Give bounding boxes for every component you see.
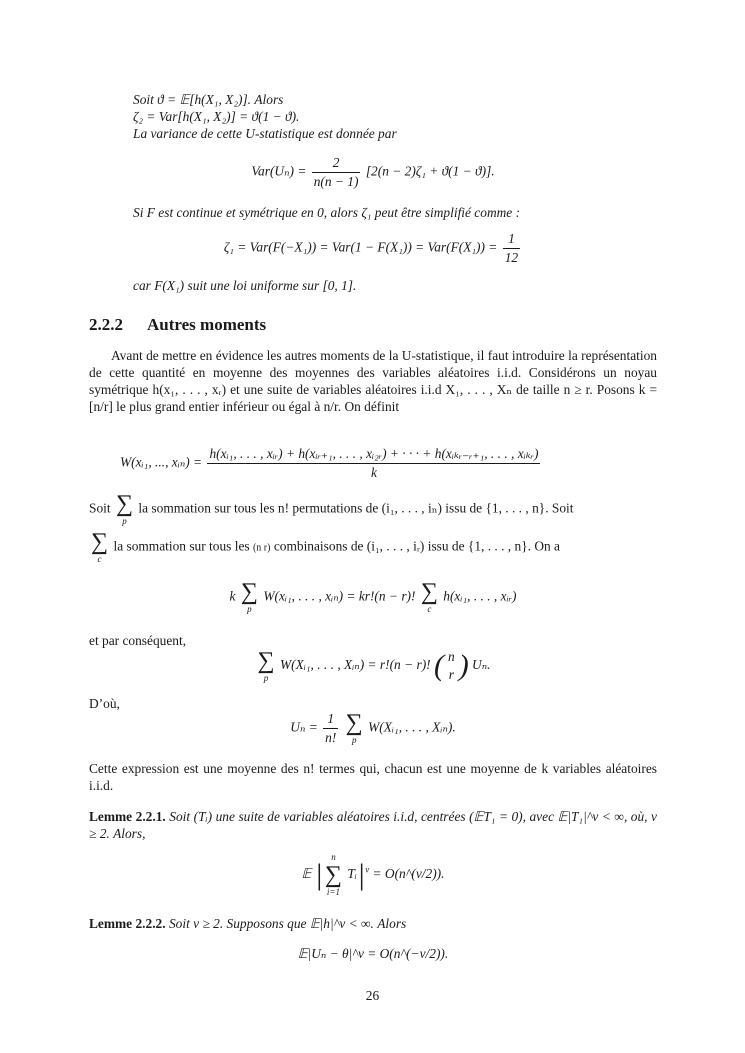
continuity-text: Si F est continue et symétrique en 0, alors ζ₁ peut être simplifié comme : [133, 205, 521, 220]
lemma-1 [89, 808, 657, 842]
sum-p-sub: p [122, 516, 127, 526]
soit-c-post: combinaisons de (i₁, . . . , iᵣ) issu de {1, . . . , n}. On a [273, 538, 560, 554]
sigma-glyph: ∑ [115, 491, 134, 517]
eq-L1-rhs: = O(n^(ν/2)). [372, 866, 445, 882]
eq-k-c: h(xᵢ₁, . . . , xᵢᵣ) [443, 588, 517, 604]
sum-i-symbol [325, 852, 342, 898]
paragraph-mean: Cette expression est une moyenne des n! termes qui, chacun est une moyenne de k variables aléatoires i.i.d. [89, 761, 657, 793]
sum-c-line [89, 530, 669, 565]
lemma-1-label: Lemme 2.2.1. [89, 809, 166, 824]
intro-line-2: ζ₂ = Var[h(X₁, X₂)] = ϑ(1 − ϑ). [133, 109, 300, 124]
eq-L1-nu: ν [365, 864, 370, 875]
eq-k-sub1: p [247, 604, 252, 614]
equation-lemma-1 [89, 852, 657, 898]
eq-L1-lower: i=1 [326, 887, 340, 897]
eq-U-den: n! [325, 730, 337, 745]
abs-right: | [356, 858, 366, 891]
intro-line-3: La variance de cette U-statistique est donnée par [133, 126, 397, 141]
eq-k-b: W(xᵢ₁, . . . , xᵢₙ) = kr!(n − r)! [263, 588, 416, 604]
page-number: 26 [365, 988, 380, 1003]
abs-left: | [314, 858, 323, 891]
binom-n-r: (n r) [252, 542, 271, 554]
binom-bottom: r [448, 667, 454, 682]
equation-sum-W [89, 648, 657, 684]
sum-c-symbol [91, 530, 108, 565]
eq-sumW-sub: p [263, 672, 269, 683]
lemma-2-text: Soit ν ≥ 2. Supposons que 𝔼|h|^ν < ∞. Alors [168, 916, 407, 931]
eq-L1-upper: n [331, 852, 336, 862]
section-title: Autres moments [147, 315, 267, 334]
equation-lemma-2: 𝔼|Uₙ − θ|^ν = O(n^(−ν/2)). [297, 946, 449, 961]
equation-zeta [89, 230, 657, 267]
eq-var-rhs: [2(n − 2)ζ₁ + ϑ(1 − ϑ)]. [365, 163, 495, 179]
eq-var-fraction [312, 154, 361, 191]
eq-U-rhs: W(Xᵢ₁, . . . , Xᵢₙ). [368, 719, 456, 735]
sigma-glyph: ∑ [345, 710, 363, 736]
eq-W-num: h(xᵢ₁, . . . , xᵢᵣ) + h(xᵢᵣ₊₁, . . . , xᵢ₂ᵣ) + · · · + h(xᵢₖᵣ₋ᵣ₊₁, . . . , xᵢₖᵣ) [207, 445, 540, 464]
eq-sumW-b: Uₙ. [472, 657, 491, 673]
equation-W [120, 445, 620, 482]
eq-sumW-a: W(Xᵢ₁, . . . , Xᵢₙ) = r!(n − r)! [279, 657, 431, 673]
soit-c-pre: la sommation sur tous les [113, 538, 250, 554]
eq-W-lhs: W(xᵢ₁, ..., xᵢₙ) = [120, 454, 203, 470]
eq-U-num: 1 [323, 710, 338, 729]
eq-zeta-num: 1 [503, 230, 520, 249]
sum-c-sub: c [97, 554, 102, 564]
intro-line-1: Soit ϑ = 𝔼[h(X₁, X₂)]. Alors [133, 92, 284, 107]
lemma-2 [89, 915, 657, 932]
eq-zeta-fraction [503, 230, 520, 267]
eq-L1-T: Tᵢ [347, 866, 357, 882]
eq-U-sub: p [351, 735, 357, 745]
sum-p-symbol [258, 649, 275, 684]
lemma-2-label: Lemme 2.2.2. [89, 916, 166, 931]
binom-top: n [447, 649, 455, 664]
sigma-glyph: ∑ [91, 529, 109, 555]
sigma-glyph: ∑ [324, 862, 342, 888]
paren-right: ) [458, 649, 469, 682]
eq-L1-E: 𝔼 [301, 866, 312, 882]
equation-variance [89, 154, 657, 191]
sigma-glyph: ∑ [240, 579, 258, 605]
section-number: 2.2.2 [89, 315, 123, 334]
eq-k-a: k [229, 588, 236, 604]
eq-U-lhs: Uₙ = [290, 719, 318, 735]
sigma-glyph: ∑ [420, 579, 438, 605]
sum-p-line [89, 492, 669, 527]
eq-zeta-lhs: ζ₁ = Var(F(−X₁)) = Var(1 − F(X₁)) = Var(F(X₁)) = [223, 239, 498, 255]
eq-k-sub2: c [427, 604, 432, 614]
lemma-1-text: Soit (Tᵢ) une suite de variables aléatoires i.i.d, centrées (𝔼T₁ = 0), avec 𝔼|T₁|^ν < ∞, où, ν ≥ 2. Alors, [89, 809, 657, 841]
equation-k-sum [89, 580, 657, 615]
eq-W-den: k [370, 465, 377, 480]
sum-p-symbol [116, 492, 133, 527]
eq-var-lhs: Var(Uₙ) = [251, 163, 307, 179]
eq-var-den: n(n − 1) [313, 174, 359, 189]
equation-U [89, 710, 657, 747]
eq-W-fraction [207, 445, 540, 482]
sum-c-symbol [421, 580, 438, 615]
soit-p-post: la sommation sur tous les n! permutations de (i₁, . . . , iₙ) issu de {1, . . . , n}. Soit [138, 500, 574, 516]
paren-left: ( [433, 649, 444, 682]
sum-p-symbol [346, 711, 363, 746]
sum-p-symbol [241, 580, 258, 615]
soit-p-pre: Soit [89, 500, 111, 516]
uniform-text: car F(X₁) suit une loi uniforme sur [0, 1]. [133, 278, 357, 293]
dou-text: D’où, [89, 696, 120, 711]
paragraph-representation: Avant de mettre en évidence les autres moments de la U-statistique, il faut introduire la représentation de cette quantité en moyenne des moyennes des variables aléatoires i.i.d. Considérons un noyau symétrique h(x₁, . . . , xᵣ) et une suite de variables aléatoires i.i.d X₁, . . . , Xₙ de taille n ≥ r. Posons k = [n/r] le plus grand entier inférieur ou égal à n/r. On définit [89, 348, 657, 414]
binomial [446, 648, 457, 684]
consequent-text: et par conséquent, [89, 633, 187, 648]
eq-zeta-den: 12 [504, 250, 519, 265]
sigma-glyph: ∑ [257, 647, 275, 674]
eq-var-num: 2 [312, 154, 361, 173]
section-heading [89, 315, 266, 335]
eq-U-fraction [323, 710, 338, 747]
